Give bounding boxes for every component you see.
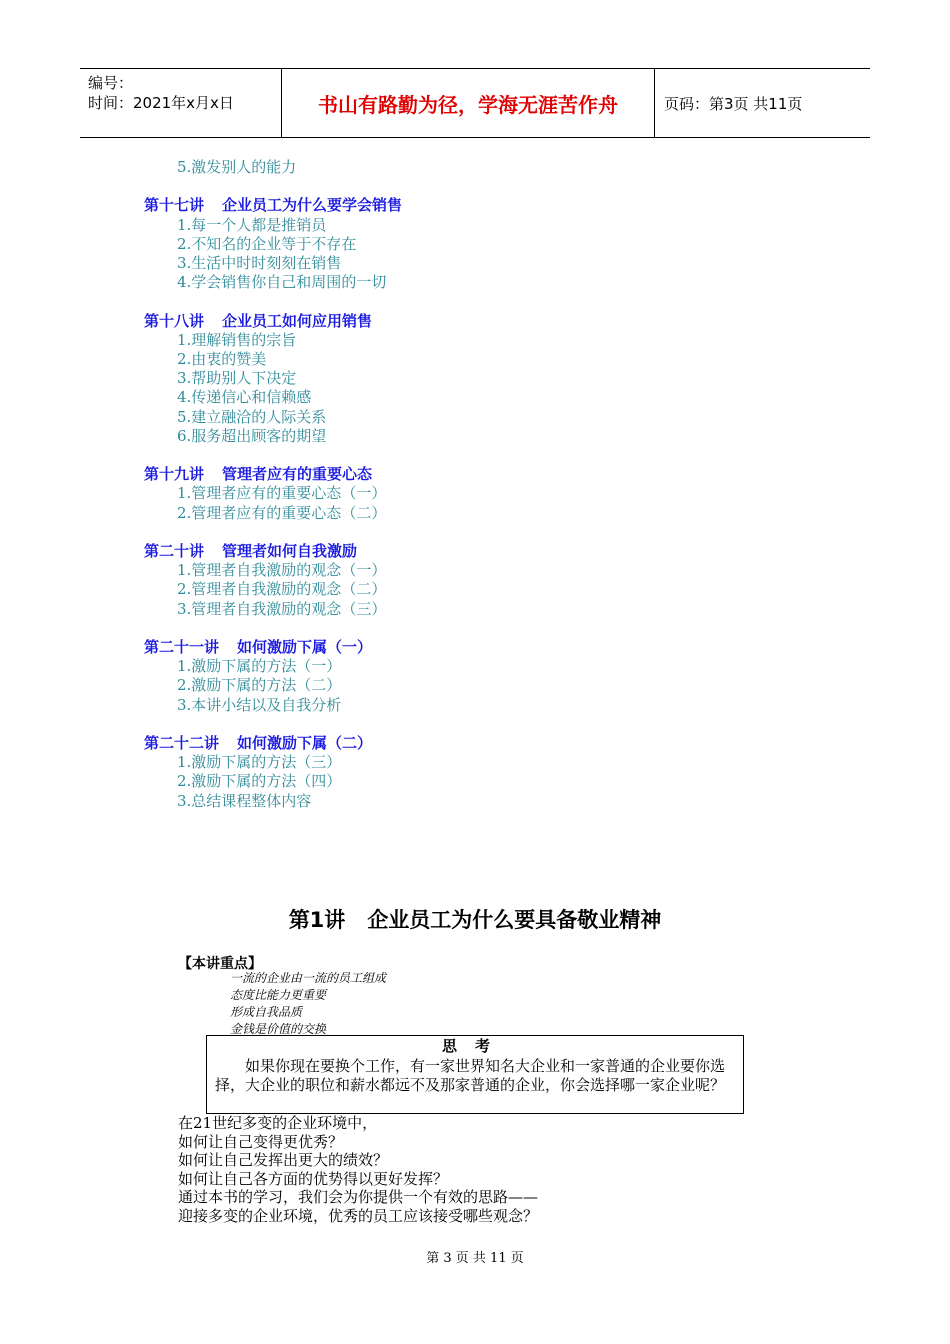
toc-item: 3.本讲小结以及自我分析 bbox=[177, 695, 342, 714]
header-motto: 书山有路勤为径，学海无涯苦作舟 bbox=[318, 92, 618, 117]
toc-lecture-number: 第二十二讲 bbox=[144, 734, 220, 752]
toc-lecture-number: 第十九讲 bbox=[144, 465, 205, 484]
toc-item: 2.管理者应有的重要心态（二） bbox=[177, 503, 387, 522]
toc-lecture-heading bbox=[144, 638, 402, 657]
toc-item: 1.理解销售的宗旨 bbox=[177, 330, 297, 349]
toc-lecture-number: 第二十讲 bbox=[144, 542, 205, 560]
page-footer: 第 3 页 共 11 页 bbox=[426, 1251, 524, 1266]
table-of-contents bbox=[144, 158, 402, 811]
time-label: 时间：2021年x月x日 bbox=[88, 94, 234, 112]
toc-item: 1.每一个人都是推销员 bbox=[177, 215, 327, 234]
paragraph-line: 迎接多变的企业环境，优秀的员工应该接受哪些观念？ bbox=[178, 1206, 539, 1225]
toc-lecture-number: 第十八讲 bbox=[144, 311, 205, 330]
toc-item: 3.生活中时时刻刻在销售 bbox=[177, 254, 342, 272]
toc-lecture-title: 企业员工为什么要学会销售 bbox=[222, 196, 403, 215]
think-body: 如果你现在要换个工作，有一家世界知名大企业和一家普通的企业要你选择，大企业的职位和薪水都远不及那家普通的企业，你会选择哪一家企业呢？ bbox=[215, 1057, 726, 1094]
toc-lecture-heading bbox=[144, 196, 402, 215]
think-box bbox=[206, 1035, 744, 1114]
toc-item: 6.服务超出顾客的期望 bbox=[177, 426, 327, 445]
toc-item: 4.传递信心和信赖感 bbox=[177, 388, 312, 407]
toc-item: 5.建立融洽的人际关系 bbox=[177, 407, 327, 426]
paragraph-line: 如何让自己发挥出更大的绩效？ bbox=[178, 1151, 389, 1169]
toc-item: 2.激励下属的方法（二） bbox=[177, 676, 342, 695]
key-point: 态度比能力更重要 bbox=[230, 988, 327, 1002]
toc-lecture-title: 如何激励下属（二） bbox=[237, 734, 373, 752]
intro-paragraph bbox=[178, 1114, 538, 1225]
lecture-name: 企业员工为什么要具备敬业精神 bbox=[367, 908, 662, 932]
toc-lecture-title: 管理者应有的重要心态 bbox=[222, 465, 373, 484]
paragraph-line: 在21世纪多变的企业环境中， bbox=[178, 1114, 378, 1132]
toc-lecture-title: 如何激励下属（一） bbox=[237, 638, 373, 656]
page-header bbox=[80, 68, 870, 138]
toc-item: 5.激发别人的能力 bbox=[177, 158, 297, 176]
header-page-info: 页码：第3页 共11页 bbox=[664, 94, 803, 113]
key-point: 一流的企业由一流的员工组成 bbox=[230, 971, 387, 985]
toc-item: 3.管理者自我激励的观念（三） bbox=[177, 599, 387, 618]
toc-lecture-heading bbox=[144, 734, 402, 753]
key-points-label: 【本讲重点】 bbox=[178, 956, 262, 972]
toc-item: 1.激励下属的方法（一） bbox=[177, 657, 342, 676]
toc-item: 3.帮助别人下决定 bbox=[177, 369, 297, 388]
header-meta bbox=[88, 73, 234, 113]
toc-item: 4.学会销售你自己和周围的一切 bbox=[177, 273, 387, 292]
toc-item: 2.激励下属的方法（四） bbox=[177, 772, 342, 791]
paragraph-line: 通过本书的学习，我们会为你提供一个有效的思路—— bbox=[178, 1188, 539, 1206]
key-point: 形成自我品质 bbox=[230, 1005, 303, 1019]
toc-lecture-heading bbox=[144, 465, 402, 484]
lecture-title bbox=[0, 904, 950, 934]
lecture-number: 第1讲 bbox=[288, 908, 346, 932]
toc-item: 2.不知名的企业等于不存在 bbox=[177, 234, 357, 253]
toc-lecture-number: 第二十一讲 bbox=[144, 638, 220, 656]
toc-lecture-heading bbox=[144, 312, 402, 331]
toc-item: 1.管理者应有的重要心态（一） bbox=[177, 484, 387, 503]
toc-item: 3.总结课程整体内容 bbox=[177, 791, 312, 810]
toc-lecture-title: 管理者如何自我激励 bbox=[222, 542, 358, 560]
paragraph-line: 如何让自己各方面的优势得以更好发挥？ bbox=[178, 1169, 449, 1188]
toc-lecture-heading bbox=[144, 542, 402, 561]
toc-item: 2.管理者自我激励的观念（二） bbox=[177, 580, 387, 599]
toc-item: 2.由衷的赞美 bbox=[177, 350, 267, 368]
think-title: 思考 bbox=[441, 1037, 508, 1055]
paragraph-line: 如何让自己变得更优秀？ bbox=[178, 1132, 344, 1151]
toc-lecture-number: 第十七讲 bbox=[144, 196, 205, 215]
key-point: 金钱是价值的交换 bbox=[230, 1022, 327, 1036]
number-label: 编号： bbox=[88, 74, 134, 92]
key-points-list bbox=[230, 970, 386, 1038]
toc-lecture-title: 企业员工如何应用销售 bbox=[222, 311, 373, 330]
toc-item: 1.管理者自我激励的观念（一） bbox=[177, 561, 387, 580]
toc-item: 1.激励下属的方法（三） bbox=[177, 753, 342, 772]
header-divider bbox=[654, 69, 655, 137]
